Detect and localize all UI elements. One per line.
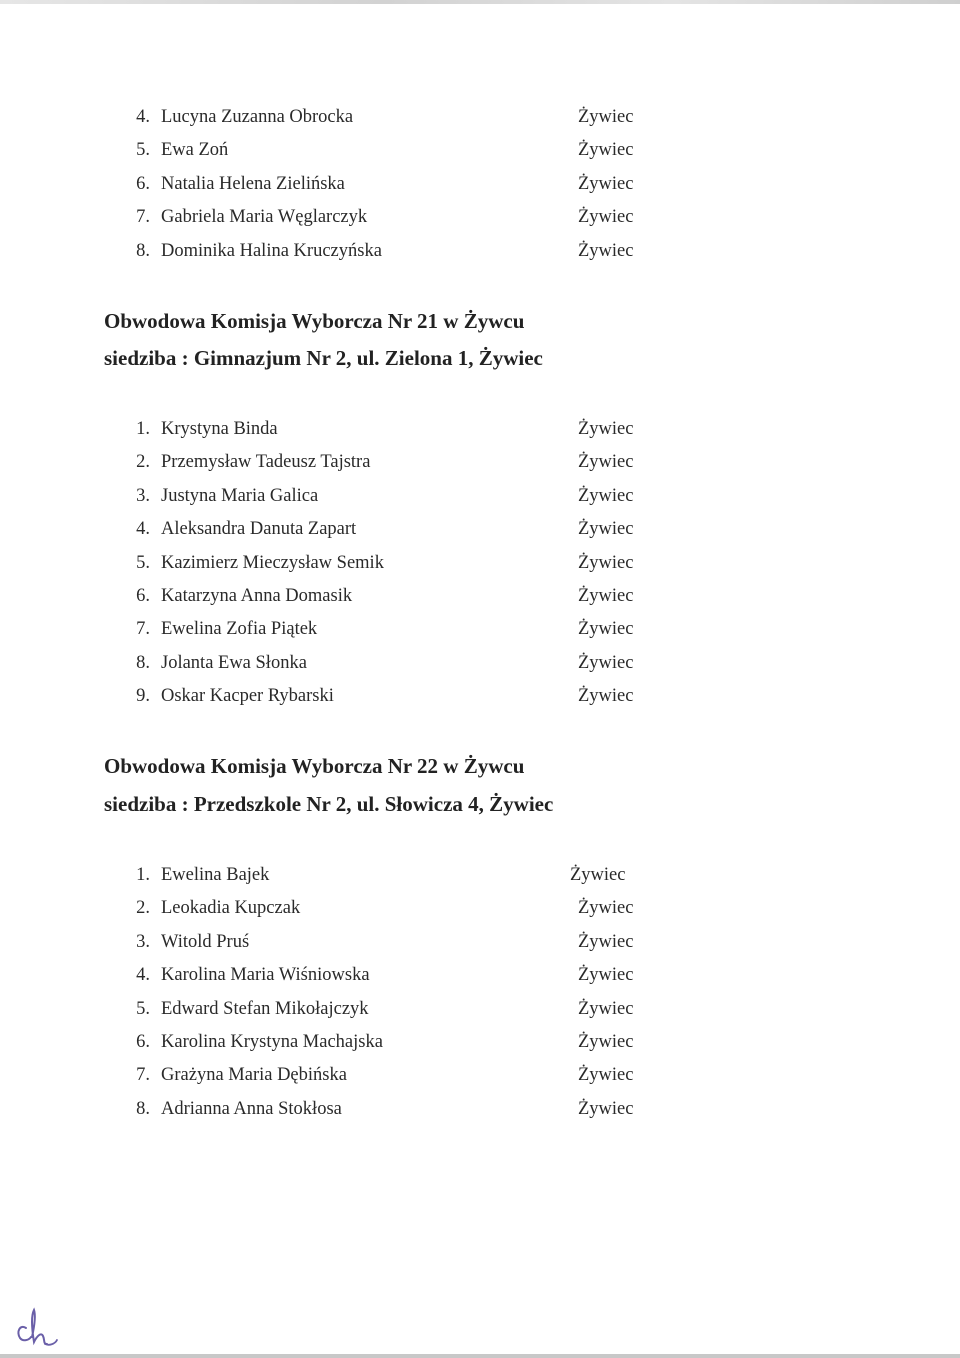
member-place: Żywiec bbox=[578, 965, 634, 986]
member-place: Żywiec bbox=[578, 140, 634, 161]
list-item bbox=[0, 680, 960, 713]
member-name: Krystyna Binda bbox=[161, 419, 278, 439]
list-item bbox=[0, 859, 960, 892]
list-item bbox=[0, 580, 960, 613]
member-place: Żywiec bbox=[578, 652, 634, 673]
list-item bbox=[0, 201, 960, 234]
item-number: 9. bbox=[136, 686, 150, 707]
item-number: 6. bbox=[136, 1031, 150, 1052]
member-name: Lucyna Zuzanna Obrocka bbox=[161, 107, 354, 127]
member-name: Gabriela Maria Węglarczyk bbox=[161, 207, 368, 228]
committee-22-title: Obwodowa Komisja Wyborcza Nr 22 w Żywcu bbox=[104, 754, 525, 778]
member-name: Edward Stefan Mikołajczyk bbox=[161, 998, 369, 1019]
list-item bbox=[0, 547, 960, 580]
member-place: Żywiec bbox=[578, 485, 634, 506]
list-item bbox=[0, 134, 960, 167]
member-place: Żywiec bbox=[578, 619, 634, 640]
member-place: Żywiec bbox=[578, 173, 634, 194]
list-item bbox=[0, 1059, 960, 1092]
list-item bbox=[0, 513, 960, 546]
member-place: Żywiec bbox=[578, 585, 634, 606]
list-item bbox=[0, 101, 960, 134]
item-number: 1. bbox=[136, 865, 150, 885]
member-place: Żywiec bbox=[578, 207, 634, 228]
list-item bbox=[0, 480, 960, 513]
member-name: Dominika Halina Kruczyńska bbox=[161, 240, 382, 261]
list-item bbox=[0, 413, 960, 446]
member-place: Żywiec bbox=[578, 552, 634, 573]
member-name: Karolina Maria Wiśniowska bbox=[161, 965, 370, 986]
list-item bbox=[0, 613, 960, 646]
member-place: Żywiec bbox=[578, 1098, 634, 1119]
list-item bbox=[0, 446, 960, 479]
item-number: 1. bbox=[136, 419, 150, 439]
committee-21-title: Obwodowa Komisja Wyborcza Nr 21 w Żywcu bbox=[104, 309, 525, 333]
list-item bbox=[0, 235, 960, 268]
item-number: 8. bbox=[136, 240, 150, 261]
item-number: 5. bbox=[136, 552, 150, 573]
item-number: 5. bbox=[136, 140, 150, 161]
list-item bbox=[0, 168, 960, 201]
item-number: 8. bbox=[136, 652, 150, 673]
item-number: 7. bbox=[136, 619, 150, 640]
member-name: Aleksandra Danuta Zapart bbox=[161, 519, 357, 540]
member-place: Żywiec bbox=[578, 107, 634, 127]
member-name: Kazimierz Mieczysław Semik bbox=[161, 552, 384, 573]
member-name: Jolanta Ewa Słonka bbox=[161, 652, 307, 673]
item-number: 7. bbox=[136, 1065, 150, 1086]
member-name: Karolina Krystyna Machajska bbox=[161, 1031, 383, 1052]
committee-21-member-list bbox=[0, 413, 960, 714]
member-place: Żywiec bbox=[578, 686, 634, 707]
item-number: 8. bbox=[136, 1098, 150, 1119]
member-name: Katarzyna Anna Domasik bbox=[161, 585, 353, 606]
member-place: Żywiec bbox=[578, 240, 634, 261]
member-name: Natalia Helena Zielińska bbox=[161, 173, 345, 194]
member-place: Żywiec bbox=[578, 452, 634, 473]
item-number: 6. bbox=[136, 585, 150, 606]
item-number: 7. bbox=[136, 207, 150, 228]
member-name: Leokadia Kupczak bbox=[161, 898, 301, 919]
committee-21-seat: siedziba : Gimnazjum Nr 2, ul. Zielona 1, Żywiec bbox=[104, 346, 543, 370]
item-number: 3. bbox=[136, 485, 150, 506]
member-place: Żywiec bbox=[578, 1031, 634, 1052]
member-name: Justyna Maria Galica bbox=[161, 485, 319, 506]
member-name: Ewelina Bajek bbox=[161, 865, 270, 885]
member-place: Żywiec bbox=[578, 419, 634, 439]
list-item bbox=[0, 926, 960, 959]
member-name: Ewa Zoń bbox=[161, 140, 229, 161]
list-item bbox=[0, 959, 960, 992]
member-name: Witold Pruś bbox=[161, 931, 250, 952]
member-place: Żywiec bbox=[578, 519, 634, 540]
item-number: 2. bbox=[136, 898, 150, 919]
member-name: Adrianna Anna Stokłosa bbox=[161, 1098, 342, 1119]
member-place: Żywiec bbox=[570, 865, 626, 885]
member-name: Ewelina Zofia Piątek bbox=[161, 619, 318, 640]
handwritten-initials bbox=[12, 1306, 60, 1350]
list-item bbox=[0, 647, 960, 680]
item-number: 6. bbox=[136, 173, 150, 194]
list-item bbox=[0, 892, 960, 925]
item-number: 4. bbox=[136, 107, 150, 127]
member-name: Przemysław Tadeusz Tajstra bbox=[161, 452, 371, 473]
member-name: Oskar Kacper Rybarski bbox=[161, 686, 334, 707]
committee-22-member-list bbox=[0, 859, 960, 1126]
member-place: Żywiec bbox=[578, 931, 634, 952]
item-number: 3. bbox=[136, 931, 150, 952]
member-place: Żywiec bbox=[578, 1065, 634, 1086]
scan-bottom-edge bbox=[0, 1354, 960, 1358]
continued-member-list bbox=[0, 101, 960, 268]
item-number: 2. bbox=[136, 452, 150, 473]
scan-top-edge bbox=[0, 0, 960, 4]
item-number: 4. bbox=[136, 519, 150, 540]
item-number: 4. bbox=[136, 965, 150, 986]
member-place: Żywiec bbox=[578, 898, 634, 919]
item-number: 5. bbox=[136, 998, 150, 1019]
member-name: Grażyna Maria Dębińska bbox=[161, 1065, 347, 1086]
committee-22-seat: siedziba : Przedszkole Nr 2, ul. Słowicza 4, Żywiec bbox=[104, 792, 554, 816]
list-item bbox=[0, 1026, 960, 1059]
list-item bbox=[0, 1093, 960, 1126]
member-place: Żywiec bbox=[578, 998, 634, 1019]
list-item bbox=[0, 993, 960, 1026]
